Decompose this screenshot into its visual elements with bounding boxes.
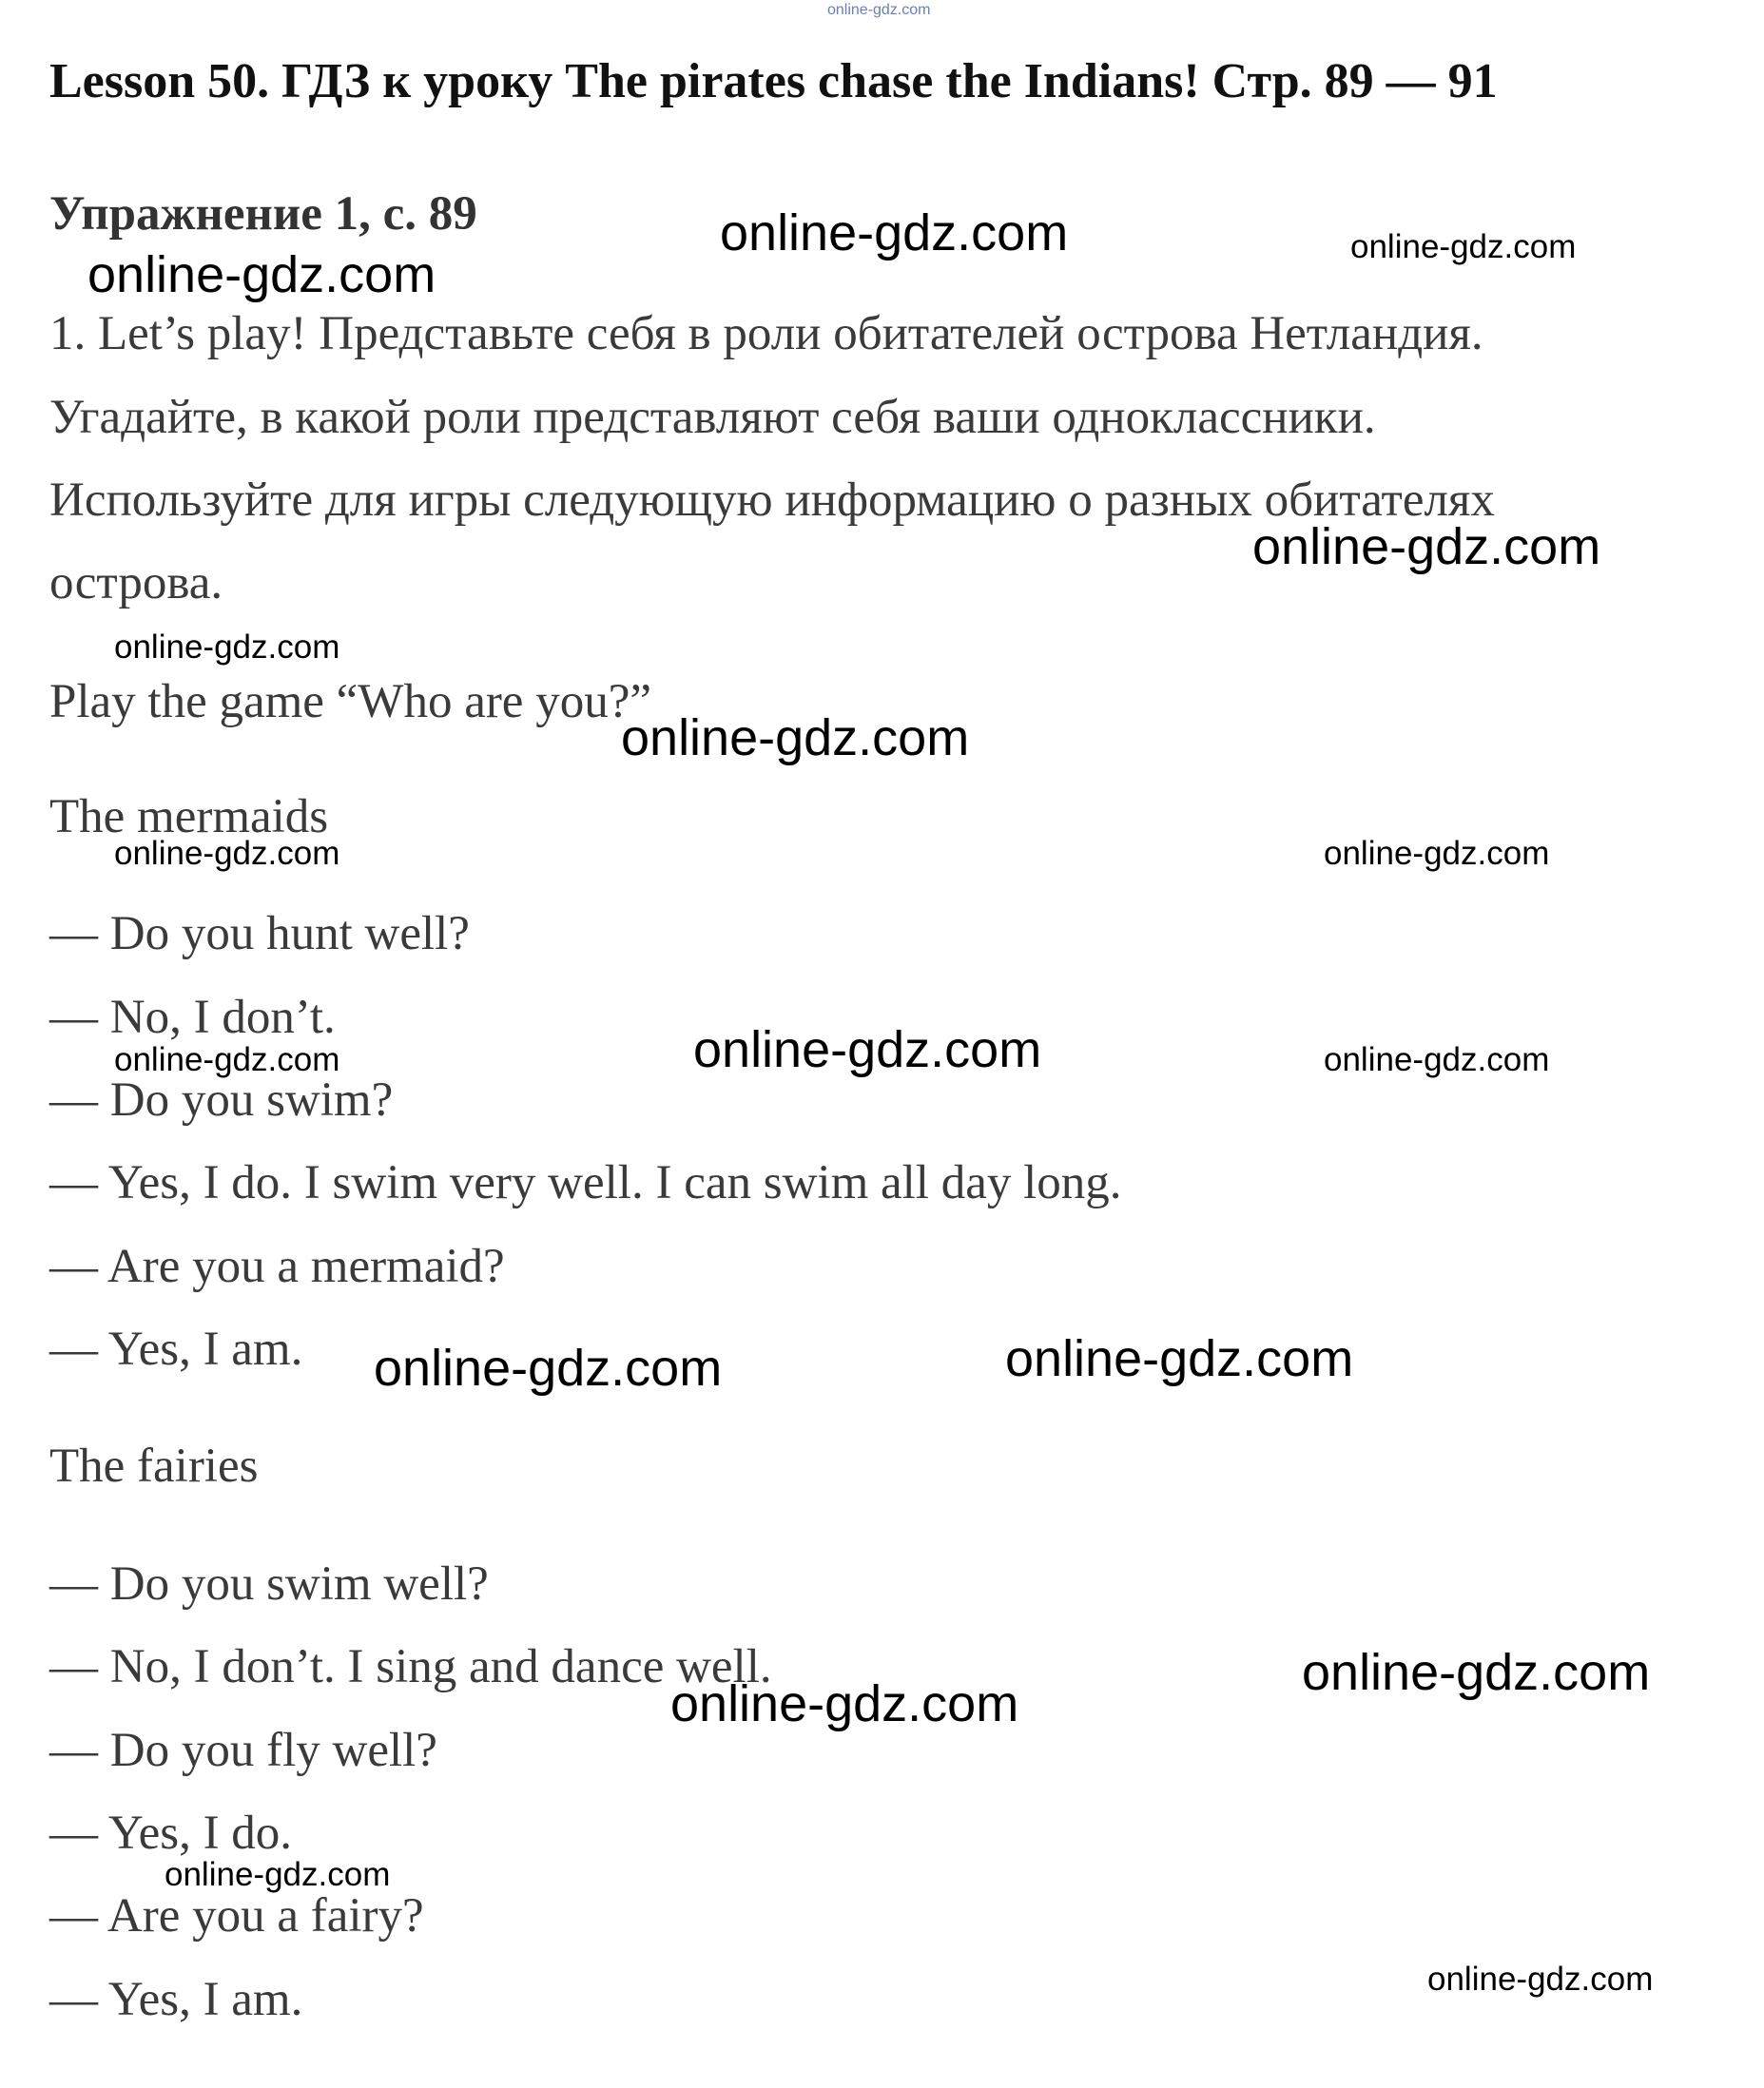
- watermark: online-gdz.com: [670, 1675, 1019, 1732]
- dialogue-line: — Yes, I do. I swim very well. I can swim all day long.: [49, 1156, 1122, 1209]
- game-prompt: Play the game “Who are you?”: [49, 675, 651, 728]
- instruction-line-4: острова.: [49, 556, 223, 609]
- dialogue-line: — Do you fly well?: [49, 1724, 437, 1777]
- watermark: online-gdz.com: [1005, 1330, 1354, 1387]
- section-heading-mermaids: The mermaids: [49, 790, 329, 843]
- dialogue-line: — Do you swim?: [49, 1073, 394, 1127]
- instruction-line-1: 1. Let’s play! Представьте себя в роли обитателей острова Нетландия.: [49, 307, 1483, 360]
- dialogue-line: — Do you swim well?: [49, 1557, 489, 1611]
- watermark: online-gdz.com: [1324, 1041, 1550, 1078]
- watermark: online-gdz.com: [1350, 228, 1577, 265]
- dialogue-line: — Yes, I am.: [49, 1323, 303, 1376]
- watermark: online-gdz.com: [621, 709, 970, 766]
- header-watermark: online-gdz.com: [827, 2, 931, 18]
- page-title: Lesson 50. ГДЗ к уроку The pirates chase the Indians! Стр. 89 — 91: [49, 54, 1498, 108]
- watermark: online-gdz.com: [1252, 518, 1601, 575]
- watermark: online-gdz.com: [693, 1021, 1042, 1078]
- dialogue-line: — No, I don’t.: [49, 991, 336, 1044]
- dialogue-line: — Are you a mermaid?: [49, 1240, 505, 1293]
- dialogue-line: — Are you a fairy?: [49, 1889, 424, 1943]
- watermark: online-gdz.com: [374, 1340, 723, 1397]
- dialogue-line: — Yes, I do.: [49, 1807, 293, 1860]
- watermark: online-gdz.com: [165, 1856, 391, 1893]
- watermark: online-gdz.com: [114, 1041, 340, 1078]
- exercise-heading: Упражнение 1, с. 89: [49, 187, 477, 241]
- section-heading-fairies: The fairies: [49, 1440, 259, 1493]
- watermark: online-gdz.com: [720, 204, 1069, 261]
- instruction-line-2: Угадайте, в какой роли представляют себя ваши одноклассники.: [49, 391, 1376, 444]
- dialogue-line: — Yes, I am.: [49, 1973, 303, 2026]
- watermark: online-gdz.com: [1427, 1961, 1654, 1998]
- watermark: online-gdz.com: [87, 246, 436, 303]
- watermark: online-gdz.com: [1324, 835, 1550, 872]
- dialogue-line: — Do you hunt well?: [49, 907, 470, 960]
- watermark: online-gdz.com: [114, 628, 340, 666]
- watermark: online-gdz.com: [114, 835, 340, 872]
- instruction-line-3: Используйте для игры следующую информацию о разных обитателях: [49, 474, 1495, 527]
- dialogue-line: — No, I don’t. I sing and dance well.: [49, 1640, 772, 1693]
- watermark: online-gdz.com: [1302, 1644, 1651, 1701]
